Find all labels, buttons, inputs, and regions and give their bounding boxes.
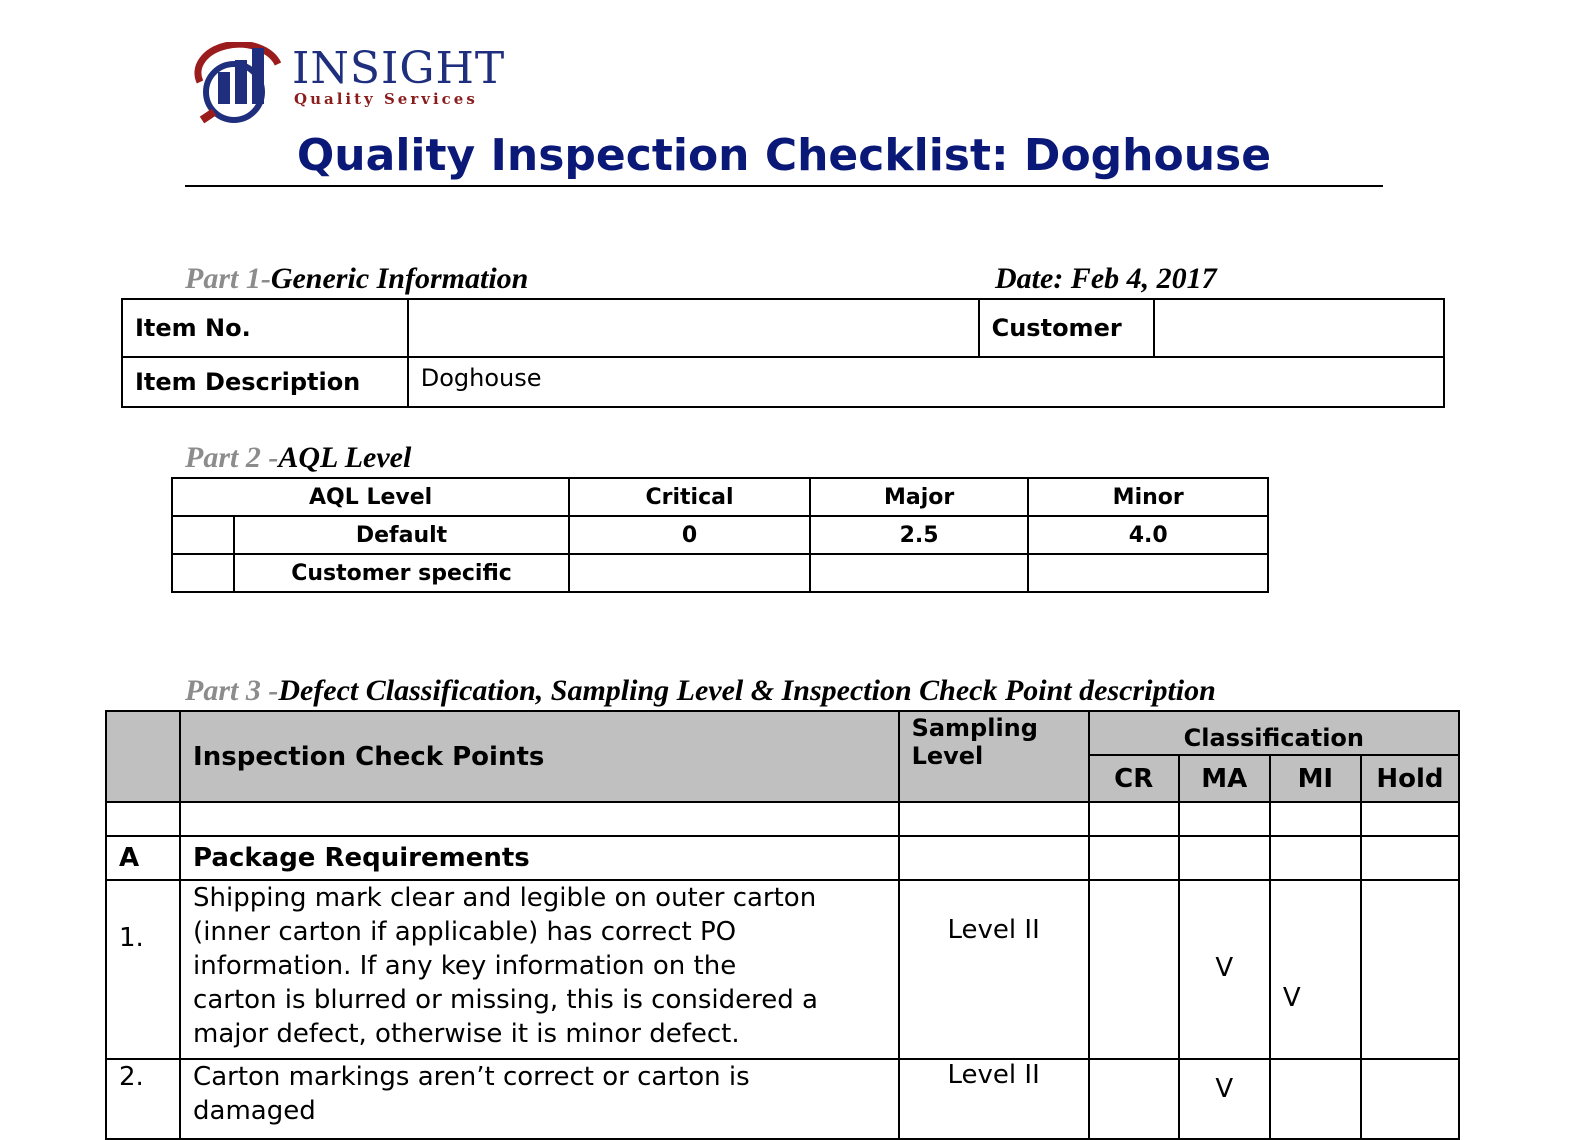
item-no-field[interactable] — [408, 299, 979, 357]
customer-field[interactable] — [1154, 299, 1444, 357]
aql-minor-value: 4.0 — [1028, 516, 1268, 554]
empty-cell — [1089, 836, 1179, 880]
empty-cell — [1270, 802, 1361, 836]
empty-cell — [1179, 802, 1270, 836]
part3-heading — [185, 674, 1216, 708]
aql-customer-row — [172, 554, 1268, 592]
aql-default-row — [172, 516, 1268, 554]
part2-prefix: Part 2 - — [185, 441, 279, 474]
aql-major-value: 2.5 — [810, 516, 1029, 554]
logo-subtitle: Quality Services — [294, 90, 478, 108]
section-index: A — [106, 836, 180, 880]
text-line: major defect, otherwise it is minor defect. — [193, 1019, 740, 1049]
row-hold-mark[interactable] — [1361, 1059, 1459, 1139]
aql-row-label: Customer specific — [234, 554, 569, 592]
row-index: 2. — [106, 1059, 180, 1139]
aql-level-header: AQL Level — [172, 478, 569, 516]
text-line: Shipping mark clear and legible on outer carton — [193, 883, 817, 913]
row-description — [180, 1059, 899, 1139]
row-index: 1. — [106, 880, 180, 1059]
generic-info-table — [121, 298, 1445, 408]
aql-default-checkbox[interactable] — [172, 516, 234, 554]
aql-customer-checkbox[interactable] — [172, 554, 234, 592]
row-description — [180, 880, 899, 1059]
customer-label: Customer — [979, 299, 1154, 357]
text-line: carton is blurred or missing, this is considered a — [193, 985, 818, 1015]
logo-wordmark: INSIGHT — [292, 43, 506, 94]
table-row — [106, 880, 1459, 1059]
major-header: Major — [810, 478, 1029, 516]
row-cr-mark[interactable] — [1089, 880, 1179, 1059]
part1-prefix: Part 1- — [185, 262, 271, 295]
aql-major-field[interactable] — [810, 554, 1029, 592]
empty-cell — [899, 836, 1089, 880]
row-mi-mark[interactable]: V — [1270, 880, 1361, 1059]
empty-cell — [1179, 836, 1270, 880]
text-line: (inner carton if applicable) has correct PO — [193, 917, 737, 947]
aql-header-row — [172, 478, 1268, 516]
hold-header: Hold — [1361, 755, 1459, 802]
page-title: Quality Inspection Checklist: Doghouse — [296, 130, 1272, 181]
spacer-row — [106, 802, 1459, 836]
row-cr-mark[interactable] — [1089, 1059, 1179, 1139]
ma-header: MA — [1179, 755, 1270, 802]
check-points-header: Inspection Check Points — [180, 711, 899, 802]
classification-header: Classification — [1089, 711, 1459, 755]
part3-title: Defect Classification, Sampling Level & Inspection Check Point description — [278, 674, 1216, 707]
empty-cell — [899, 802, 1089, 836]
title-divider — [185, 185, 1383, 187]
row-ma-mark[interactable]: V — [1179, 880, 1270, 1059]
minor-header: Minor — [1028, 478, 1268, 516]
empty-cell — [1361, 802, 1459, 836]
part1-title: Generic Information — [270, 262, 529, 295]
part2-heading — [185, 441, 411, 475]
text-line: Carton markings aren’t correct or carton is — [193, 1062, 750, 1092]
text-line: damaged — [193, 1096, 316, 1126]
inspection-date: Date: Feb 4, 2017 — [995, 262, 1217, 295]
critical-header: Critical — [569, 478, 810, 516]
empty-cell — [1361, 836, 1459, 880]
row-sampling-level: Level II — [899, 880, 1089, 1059]
item-description-field[interactable]: Doghouse — [408, 357, 1444, 407]
row-sampling-level: Level II — [899, 1059, 1089, 1139]
aql-critical-value: 0 — [569, 516, 810, 554]
table-row — [106, 1059, 1459, 1139]
row-hold-mark[interactable] — [1361, 880, 1459, 1059]
table-header-row — [106, 711, 1459, 755]
section-row — [106, 836, 1459, 880]
row-ma-mark[interactable]: V — [1179, 1059, 1270, 1139]
row-mi-mark[interactable] — [1270, 1059, 1361, 1139]
empty-cell — [106, 802, 180, 836]
checkpoint-table — [105, 710, 1460, 1140]
sampling-level-header: Sampling Level — [899, 711, 1089, 802]
section-title: Package Requirements — [180, 836, 899, 880]
mi-header: MI — [1270, 755, 1361, 802]
aql-critical-field[interactable] — [569, 554, 810, 592]
text-line: information. If any key information on the — [193, 951, 737, 981]
empty-cell — [180, 802, 899, 836]
index-header — [106, 711, 180, 802]
aql-table — [171, 477, 1269, 593]
part2-title: AQL Level — [278, 441, 412, 474]
part1-heading — [185, 262, 528, 296]
part3-prefix: Part 3 - — [185, 674, 279, 707]
empty-cell — [1270, 836, 1361, 880]
cr-header: CR — [1089, 755, 1179, 802]
aql-row-label: Default — [234, 516, 569, 554]
empty-cell — [1089, 802, 1179, 836]
item-description-label: Item Description — [122, 357, 408, 407]
aql-minor-field[interactable] — [1028, 554, 1268, 592]
item-no-label: Item No. — [122, 299, 408, 357]
